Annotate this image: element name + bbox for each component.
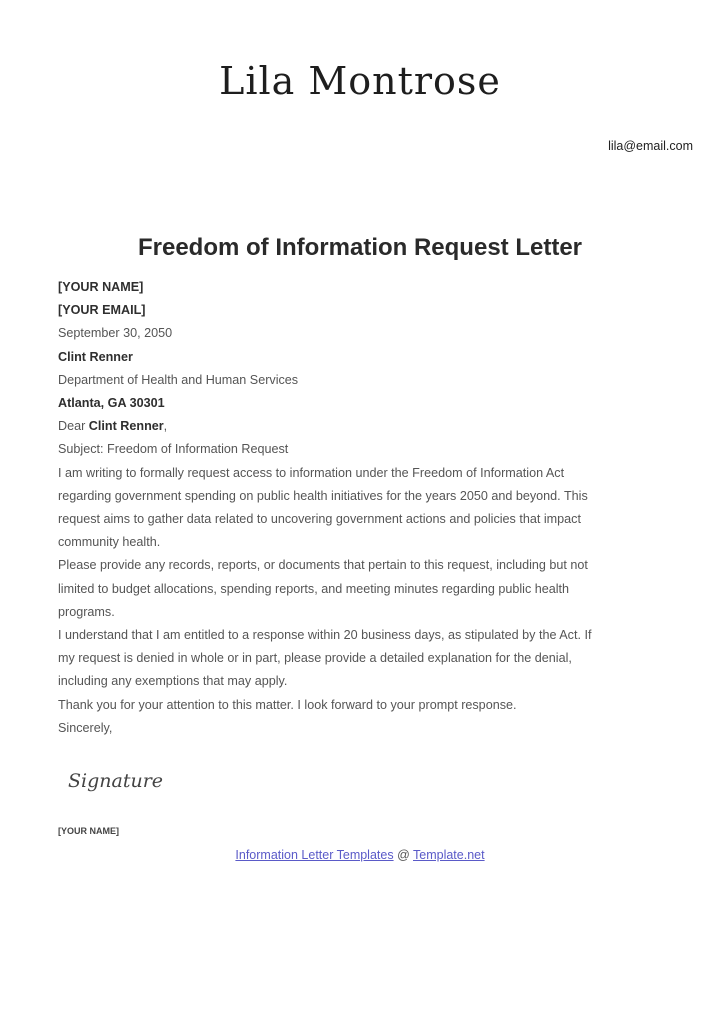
salutation-name: Clint Renner [88, 419, 164, 434]
recipient-address: Atlanta, GA 30301 [58, 396, 165, 411]
paragraph-line: request aims to gather data related to uncovering government actions and policies that impact [58, 512, 581, 527]
subject-line: Subject: Freedom of Information Request [58, 442, 289, 457]
paragraph-line: I understand that I am entitled to a response within 20 business days, as stipulated by the Act. If [58, 628, 592, 643]
closing: Sincerely, [58, 720, 113, 735]
sender-name: Lila Montrose [219, 59, 501, 103]
paragraph-line: regarding government spending on public health initiatives for the years 2050 and beyond. This [58, 488, 588, 503]
recipient-organization: Department of Health and Human Services [58, 372, 299, 387]
salutation [58, 415, 668, 438]
salutation-prefix: Dear [58, 419, 89, 434]
document-title: Freedom of Information Request Letter [137, 234, 583, 261]
footer-separator: @ [393, 848, 414, 862]
paragraph-3 [58, 624, 668, 694]
signature: Signature [68, 770, 164, 792]
paragraph-line: limited to budget allocations, spending reports, and meeting minutes regarding public health [58, 581, 570, 596]
paragraph-4: Thank you for your attention to this matter. I look forward to your prompt response. [58, 697, 517, 712]
paragraph-line: my request is denied in whole or in part, please provide a detailed explanation for the denial, [58, 651, 572, 666]
paragraph-2 [58, 554, 668, 624]
paragraph-line: including any exemptions that may apply. [58, 674, 288, 689]
paragraph-line: I am writing to formally request access to information under the Freedom of Information Act [58, 465, 565, 480]
your-name-placeholder: [YOUR NAME] [58, 280, 144, 294]
letter-body [58, 276, 668, 740]
letter-date: September 30, 2050 [58, 326, 173, 341]
paragraph-line: community health. [58, 535, 161, 550]
signature-name-placeholder: [YOUR NAME] [58, 826, 119, 836]
footer-credit [0, 848, 720, 862]
paragraph-line: programs. [58, 604, 115, 619]
template-net-link[interactable]: Template.net [413, 848, 485, 862]
paragraph-line: Please provide any records, reports, or documents that pertain to this request, including but not [58, 558, 588, 573]
your-email-placeholder: [YOUR EMAIL] [58, 303, 146, 318]
salutation-suffix: , [163, 419, 168, 434]
paragraph-1 [58, 462, 668, 555]
templates-link[interactable]: Information Letter Templates [235, 848, 394, 862]
sender-email: lila@email.com [608, 139, 693, 153]
recipient-name: Clint Renner [58, 349, 133, 364]
